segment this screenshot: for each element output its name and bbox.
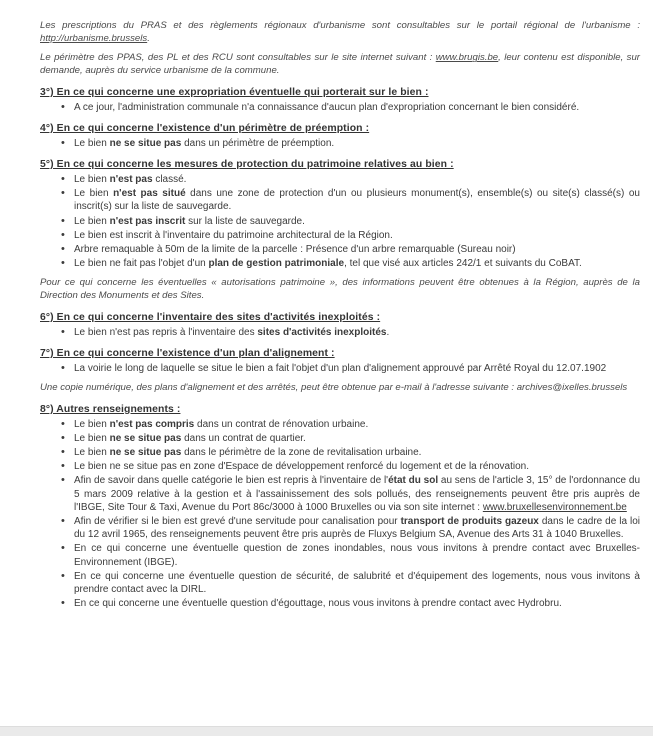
- bullet-list: [40, 326, 640, 339]
- section-heading: 6°) En ce qui concerne l'inventaire des sites d'activités inexploités :: [40, 311, 381, 323]
- list-item: [61, 173, 640, 186]
- text-segment: Le bien: [74, 215, 110, 227]
- list-item: [61, 229, 640, 242]
- list-item: [61, 570, 640, 596]
- text-segment: dans un contrat de quartier.: [181, 432, 306, 444]
- list-item: [61, 542, 640, 568]
- text-segment: n'est pas inscrit: [109, 215, 186, 227]
- note-paragraph: [40, 20, 640, 45]
- text-segment: Le périmètre des PPAS, des PL et des RCU sont consultables sur le site internet suivant :: [40, 52, 436, 64]
- text-segment: n'est pas situé: [113, 188, 186, 200]
- text-segment: n'est pas compris: [109, 418, 195, 430]
- text-segment: Le bien: [74, 418, 110, 430]
- text-segment: En ce qui concerne une éventuelle question d'égouttage, nous vous invitons à prendre contact avec Hydrobru.: [74, 598, 562, 610]
- list-item: [61, 460, 640, 473]
- list-item: [61, 418, 640, 431]
- link-text[interactable]: www.brugis.be: [435, 52, 499, 64]
- list-item: [61, 326, 640, 339]
- text-segment: dans un périmètre de préemption.: [181, 137, 335, 149]
- list-item: [61, 187, 640, 213]
- text-segment: Afin de savoir dans quelle catégorie le bien est repris à l'inventaire de l': [74, 475, 389, 487]
- list-item: [61, 474, 640, 514]
- text-segment: plan de gestion patrimoniale: [208, 258, 345, 270]
- list-item: [61, 137, 640, 150]
- section-heading: 4°) En ce qui concerne l'existence d'un périmètre de préemption :: [40, 122, 370, 134]
- bullet-list: [40, 137, 640, 150]
- list-item: [61, 362, 640, 375]
- text-segment: Le bien: [74, 447, 110, 459]
- bullet-list: [40, 362, 640, 375]
- text-segment: .: [147, 32, 150, 44]
- section-heading: 7°) En ce qui concerne l'existence d'un plan d'alignement :: [40, 347, 335, 359]
- text-segment: dans le périmètre de la zone de revitalisation urbaine.: [181, 447, 422, 459]
- link-text[interactable]: http://urbanisme.brussels: [40, 32, 148, 44]
- text-segment: Le bien: [74, 137, 110, 149]
- list-item: [61, 257, 640, 270]
- list-item: [61, 101, 640, 114]
- list-item: [61, 515, 640, 541]
- text-segment: Le bien: [74, 174, 110, 185]
- bullet-list: [40, 173, 640, 270]
- text-segment: , leur contenu est disponible, sur demande, auprès du service urbanisme de la commune.: [40, 52, 640, 76]
- text-segment: Une copie numérique, des plans d'alignement et des arrêtés, peut être obtenue par e-mail à l'adresse suivante : archives@ixelles.brussels: [40, 382, 628, 393]
- text-segment: dans le cadre de la loi du 12 avril 1965, des renseignements peuvent être pris auprès de Fluxys Belgium SA, Avenue des Arts 31 à 1040 Bruxelles.: [74, 515, 640, 541]
- text-segment: En ce qui concerne une éventuelle question de sécurité, de salubrité et d'équipement des logements, nous vous invitons à prendre contact avec la DIRL.: [74, 570, 640, 595]
- text-segment: Le bien est inscrit à l'inventaire du patrimoine architectural de la Région.: [74, 229, 393, 241]
- text-segment: état du sol: [388, 475, 439, 487]
- page-bottom-edge: [0, 726, 653, 736]
- list-item: [61, 243, 640, 256]
- text-segment: Afin de vérifier si le bien est grevé d'une servitude pour canalisation pour: [74, 515, 401, 527]
- text-segment: .: [386, 326, 390, 338]
- list-item: [61, 597, 640, 610]
- text-segment: Le bien ne se situe pas en zone d'Espace de développement renforcé du logement et de la rénovation.: [74, 461, 529, 473]
- note-paragraph: [40, 277, 640, 302]
- text-segment: ne se situe pas: [109, 137, 182, 149]
- text-segment: n'est pas: [109, 174, 153, 185]
- text-segment: En ce qui concerne une éventuelle question de zones inondables, nous vous invitons à prendre contact avec Bruxelles-Environnement (IBGE).: [74, 543, 640, 568]
- section-heading: 8°) Autres renseignements :: [40, 403, 181, 415]
- note-paragraph: [40, 52, 640, 77]
- list-item: [61, 432, 640, 445]
- note-paragraph: [40, 382, 640, 395]
- text-segment: La voirie le long de laquelle se situe le bien a fait l'objet d'un plan d'alignement approuvé par Arrêté Royal du 12.07.1902: [74, 362, 607, 374]
- text-segment: Le bien n'est pas repris à l'inventaire des: [74, 326, 258, 338]
- list-item: [61, 215, 640, 228]
- text-segment: Le bien: [74, 188, 114, 200]
- section-heading: 3°) En ce qui concerne une expropriation éventuelle qui porterait sur le bien :: [40, 86, 429, 98]
- text-segment: A ce jour, l'administration communale n'a connaissance d'aucun plan d'expropriation concernant le bien considéré.: [74, 101, 580, 113]
- text-segment: Le bien ne fait pas l'objet d'un: [74, 258, 209, 270]
- text-segment: Le bien: [74, 432, 110, 444]
- section-heading: 5°) En ce qui concerne les mesures de protection du patrimoine relatives au bien :: [40, 159, 454, 170]
- bullet-list: [40, 101, 640, 114]
- text-segment: sites d'activités inexploités: [257, 326, 387, 338]
- text-segment: Pour ce qui concerne les éventuelles « autorisations patrimoine », des informations peuvent être obtenues à la Région, auprès de la Direction des Monuments et des Sites.: [40, 277, 640, 301]
- text-segment: Arbre remaquable à 50m de la limite de la parcelle : Présence d'un arbre remarquable (Sureau noir): [74, 243, 516, 255]
- list-item: [61, 446, 640, 459]
- bullet-list: [40, 418, 640, 611]
- text-segment: ne se situe pas: [109, 432, 182, 444]
- text-segment: classé.: [152, 174, 187, 185]
- text-segment: dans un contrat de rénovation urbaine.: [194, 418, 369, 430]
- text-segment: ne se situe pas: [109, 447, 182, 459]
- text-segment: sur la liste de sauvegarde.: [185, 215, 305, 227]
- text-segment: dans une zone de protection d'un ou plusieurs monument(s), ensemble(s) ou site(s) classé(s) ou inscrit(s) sur la liste de sauvegarde.: [74, 188, 640, 213]
- text-segment: , tel que visé aux articles 242/1 et suivants du CoBAT.: [344, 258, 582, 270]
- text-segment: Les prescriptions du PRAS et des règlements régionaux d'urbanisme sont consultables sur le portail régional de l'urbanisme :: [40, 20, 640, 31]
- text-segment: au sens de l'article 3, 15° de l'ordonnance du 5 mars 2009 relative à la gestion et à l'assainissement des sols pollués, des renseignements peuvent être pris auprès de l'IBGE, Site Tour & Taxi, Avenue du Port 86c/3000 à 1000 Bruxelles ou via son site internet :: [74, 475, 641, 513]
- link-text[interactable]: www.bruxellesenvironnement.be: [482, 501, 627, 513]
- text-segment: transport de produits gazeux: [400, 515, 539, 527]
